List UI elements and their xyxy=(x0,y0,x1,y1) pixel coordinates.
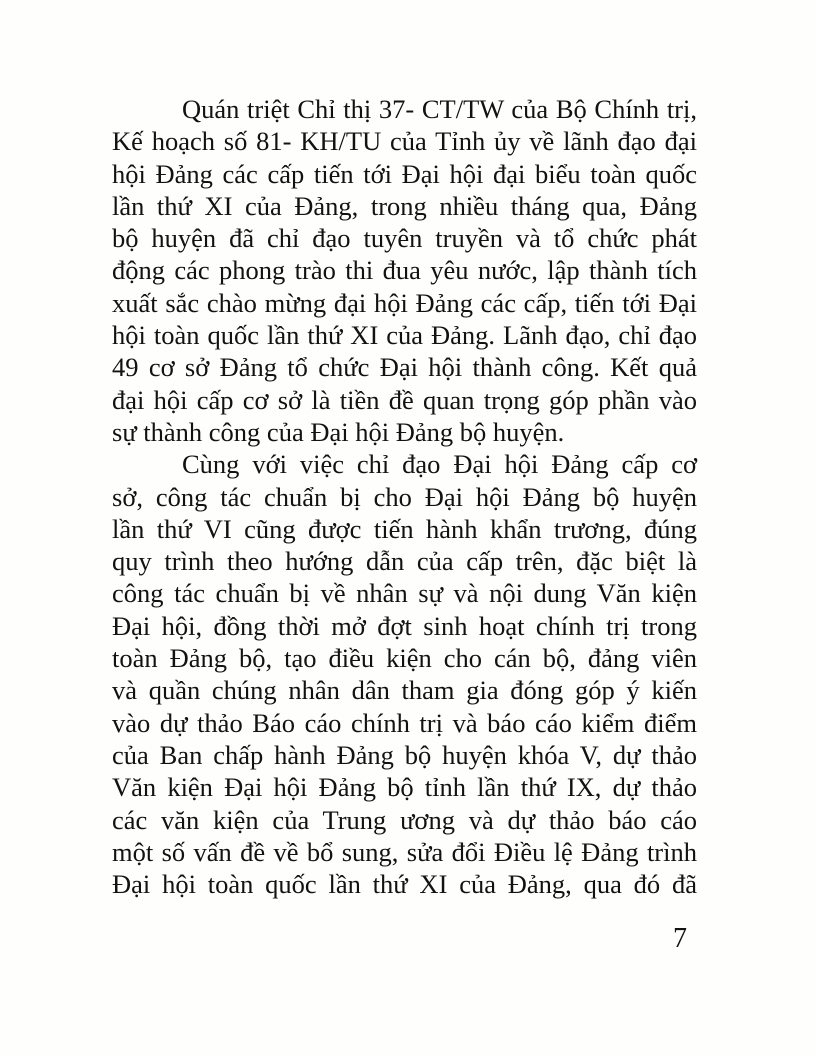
text-line: các văn kiện của Trung ương và dự thảo báo cáo xyxy=(112,804,697,835)
text-line: đại hội cấp cơ sở là tiền đề quan trọng góp phần vào xyxy=(112,384,697,415)
text-line: Quán triệt Chỉ thị 37- CT/TW của Bộ Chính trị, xyxy=(182,94,697,124)
text-line: Cùng với việc chỉ đạo Đại hội Đảng cấp cơ xyxy=(182,449,697,480)
text-line: sở, công tác chuẩn bị cho Đại hội Đảng bộ huyện xyxy=(112,481,697,512)
text-line: một số vấn đề về bổ sung, sửa đổi Điều lệ Đảng trình xyxy=(112,836,697,867)
text-line: và quần chúng nhân dân tham gia đóng góp ý kiến xyxy=(112,675,697,706)
text-line: xuất sắc chào mừng đại hội Đảng các cấp, tiến tới Đại xyxy=(112,287,697,318)
text-line: Đại hội toàn quốc lần thứ XI của Đảng, qua đó đã xyxy=(112,869,697,900)
paragraph-1 xyxy=(112,93,697,448)
text-line: Kế hoạch số 81- KH/TU của Tỉnh ủy về lãnh đạo đại xyxy=(112,126,697,157)
text-line: Đại hội, đồng thời mở đợt sinh hoạt chính trị trong xyxy=(112,610,697,641)
paragraph-2 xyxy=(112,448,697,900)
text-line: công tác chuẩn bị về nhân sự và nội dung Văn kiện xyxy=(112,578,697,609)
text-line: vào dự thảo Báo cáo chính trị và báo cáo kiểm điểm xyxy=(112,707,697,738)
text-line: sự thành công của Đại hội Đảng bộ huyện. xyxy=(112,416,565,447)
text-line: Văn kiện Đại hội Đảng bộ tỉnh lần thứ IX, dự thảo xyxy=(112,772,697,803)
text-line: lần thứ XI của Đảng, trong nhiều tháng qua, Đảng xyxy=(112,190,697,221)
text-line: 49 cơ sở Đảng tổ chức Đại hội thành công. Kết quả xyxy=(112,352,697,383)
text-line: toàn Đảng bộ, tạo điều kiện cho cán bộ, đảng viên xyxy=(112,643,697,674)
text-line: bộ huyện đã chỉ đạo tuyên truyền và tổ chức phát xyxy=(112,223,697,254)
text-line: hội Đảng các cấp tiến tới Đại hội đại biểu toàn quốc xyxy=(112,158,697,189)
text-line: hội toàn quốc lần thứ XI của Đảng. Lãnh đạo, chỉ đạo xyxy=(112,320,697,351)
text-line: quy trình theo hướng dẫn của cấp trên, đặc biệt là xyxy=(112,546,697,577)
body-text xyxy=(112,93,697,900)
page-number: 7 xyxy=(673,923,687,954)
text-line: động các phong trào thi đua yêu nước, lập thành tích xyxy=(112,255,697,286)
text-line: lần thứ VI cũng được tiến hành khẩn trương, đúng xyxy=(112,513,697,544)
text-line: của Ban chấp hành Đảng bộ huyện khóa V, dự thảo xyxy=(112,739,697,770)
